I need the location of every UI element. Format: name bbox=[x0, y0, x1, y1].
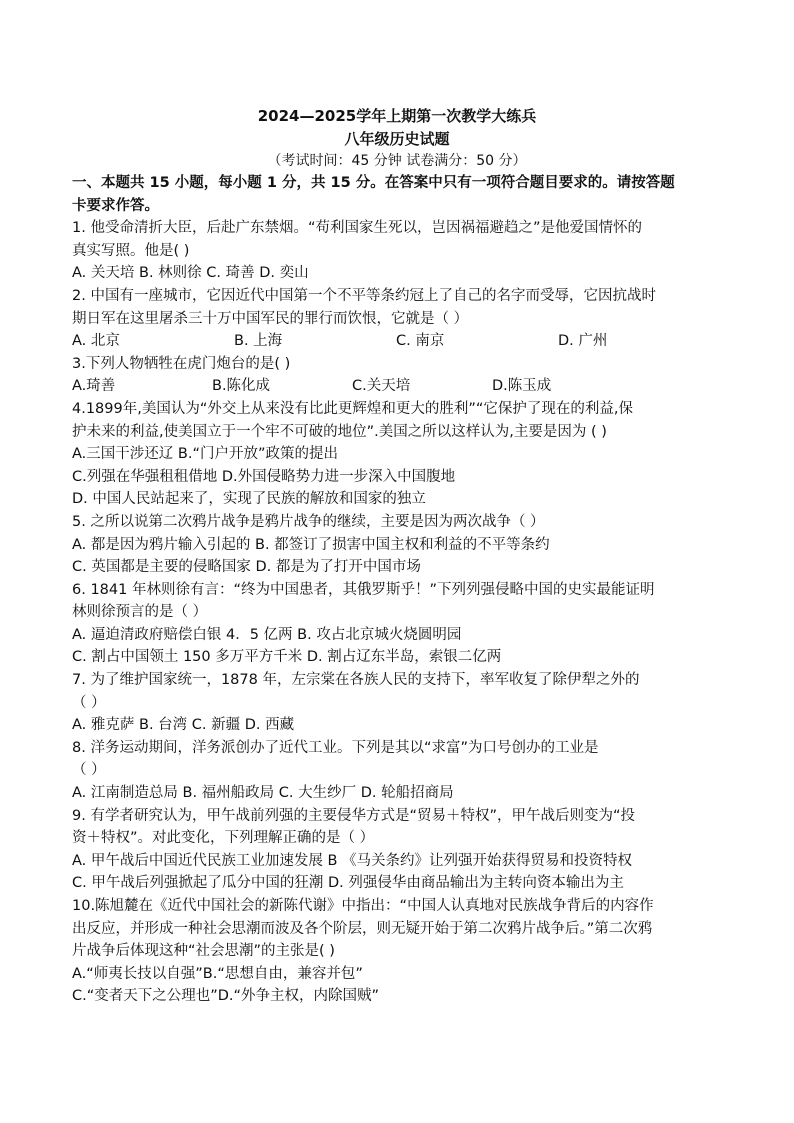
question-stem: 4.1899年,美国认为“外交上从来没有比此更辉煌和更大的胜利”“它保护了现在的利益,保 bbox=[72, 400, 633, 417]
exam-info: （考试时间：45 分钟 试卷满分：50 分） bbox=[267, 153, 527, 169]
question-10 bbox=[72, 895, 732, 1008]
question-stem: 3.下列人物牺牲在虎门炮台的是( ) bbox=[72, 355, 291, 372]
option-c: C. 南京 bbox=[396, 333, 445, 350]
question-2 bbox=[72, 285, 732, 353]
question-stem: 1. 他受命清折大臣，后赴广东禁烟。“苟利国家生死以，岂因祸福避趋之”是他爱国情怀的 bbox=[72, 220, 642, 237]
question-4 bbox=[72, 398, 732, 511]
question-section bbox=[72, 172, 732, 1008]
question-options: A.“师夷长技以自强”B.“思想自由，兼容并包” bbox=[72, 965, 363, 982]
question-stem: 5. 之所以说第二次鸦片战争是鸦片战争的继续，主要是因为两次战争（ ） bbox=[72, 513, 545, 530]
option-b: B.陈化成 bbox=[212, 378, 271, 395]
question-options: C. 英国都是主要的侵略国家 D. 都是为了打开中国市场 bbox=[72, 559, 421, 576]
option-c: C.关天培 bbox=[352, 378, 411, 395]
question-options bbox=[72, 375, 732, 398]
question-options bbox=[72, 330, 732, 353]
question-stem: 期日军在这里屠杀三十万中国军民的罪行而饮恨，它就是（ ） bbox=[72, 310, 469, 327]
question-options: A. 江南制造总局 B. 福州船政局 C. 大生纱厂 D. 轮船招商局 bbox=[72, 785, 454, 802]
question-stem: 9. 有学者研究认为，甲午战前列强的主要侵华方式是“贸易＋特权”，甲午战后则变为“投 bbox=[72, 807, 635, 824]
question-stem: 2. 中国有一座城市，它因近代中国第一个不平等条约冠上了自己的名字而受辱，它因抗战时 bbox=[72, 287, 656, 304]
question-options: A. 逼迫清政府赔偿白银 4．5 亿两 B. 攻占北京城火烧圆明园 bbox=[72, 626, 462, 643]
question-stem: 6. 1841 年林则徐有言：“终为中国患者，其俄罗斯乎！”下列列强侵略中国的史实最能证明 bbox=[72, 581, 655, 598]
option-d: D. 广州 bbox=[558, 333, 608, 350]
question-8 bbox=[72, 737, 732, 805]
question-options: A. 关天培 B. 林则徐 C. 琦善 D. 奕山 bbox=[72, 265, 309, 282]
question-options: A. 甲午战后中国近代民族工业加速发展 B 《马关条约》让列强开始获得贸易和投资特权 bbox=[72, 852, 633, 869]
question-stem: 片战争后体现这种“社会思潮”的主张是( ) bbox=[72, 943, 335, 960]
question-stem: 资＋特权”。对此变化，下列理解正确的是（ ） bbox=[72, 830, 375, 847]
exam-title: 2024—2025学年上期第一次教学大练兵 bbox=[257, 107, 537, 125]
question-stem: 真实写照。他是( ) bbox=[72, 242, 190, 259]
instructions-line: 卡要求作答。 bbox=[72, 197, 159, 214]
question-6 bbox=[72, 579, 732, 669]
question-stem: 出反应，并形成一种社会思潮而波及各个阶层，则无疑开始于第二次鸦片战争后。”第二次鸦 bbox=[72, 920, 653, 937]
question-options: C. 割占中国领土 150 多万平方千米 D. 割占辽东半岛，索银二亿两 bbox=[72, 649, 502, 666]
question-stem: 8. 洋务运动期间，洋务派创办了近代工业。下列是其以“求富”为口号创办的工业是 bbox=[72, 739, 599, 756]
option-d: D.陈玉成 bbox=[492, 378, 552, 395]
question-stem: 林则徐预言的是（ ） bbox=[72, 604, 208, 621]
question-1 bbox=[72, 217, 732, 285]
exam-subtitle: 八年级历史试题 bbox=[344, 130, 450, 148]
question-stem: （ ） bbox=[72, 694, 106, 711]
question-options: A.三国干涉还辽 B.“门户开放”政策的提出 bbox=[72, 446, 338, 463]
question-options: C.列强在华强租租借地 D.外国侵略势力进一步深入中国腹地 bbox=[72, 468, 456, 485]
question-options: D. 中国人民站起来了，实现了民族的解放和国家的独立 bbox=[72, 491, 426, 508]
question-stem: 护未来的利益,使美国立于一个牢不可破的地位”.美国之所以这样认为,主要是因为 ( ) bbox=[72, 423, 607, 440]
question-stem: 10.陈旭麓在《近代中国社会的新陈代谢》中指出：“中国人认真地对民族战争背后的内容作 bbox=[72, 898, 654, 914]
option-b: B. 上海 bbox=[234, 333, 283, 350]
question-5 bbox=[72, 511, 732, 579]
question-options: A. 都是因为鸦片输入引起的 B. 都签订了损害中国主权和利益的不平等条约 bbox=[72, 536, 550, 553]
question-options: C. 甲午战后列强掀起了瓜分中国的狂潮 D. 列强侵华由商品输出为主转向资本输出为主 bbox=[72, 875, 624, 892]
option-a: A. 北京 bbox=[72, 333, 120, 350]
option-a: A.琦善 bbox=[72, 378, 116, 395]
question-stem: 7. 为了维护国家统一，1878 年，左宗棠在各族人民的支持下，率军收复了除伊犁之外的 bbox=[72, 672, 640, 689]
question-7 bbox=[72, 669, 732, 737]
question-3 bbox=[72, 353, 732, 398]
question-options: C.“变者天下之公理也”D.“外争主权，内除国贼” bbox=[72, 988, 380, 1005]
instructions-line: 一、本题共 15 小题，每小题 1 分，共 15 分。在答案中只有一项符合题目要求的。请按答题 bbox=[72, 175, 675, 191]
question-options: A. 雅克萨 B. 台湾 C. 新疆 D. 西藏 bbox=[72, 717, 295, 734]
question-9 bbox=[72, 805, 732, 895]
question-stem: （ ） bbox=[72, 762, 106, 779]
